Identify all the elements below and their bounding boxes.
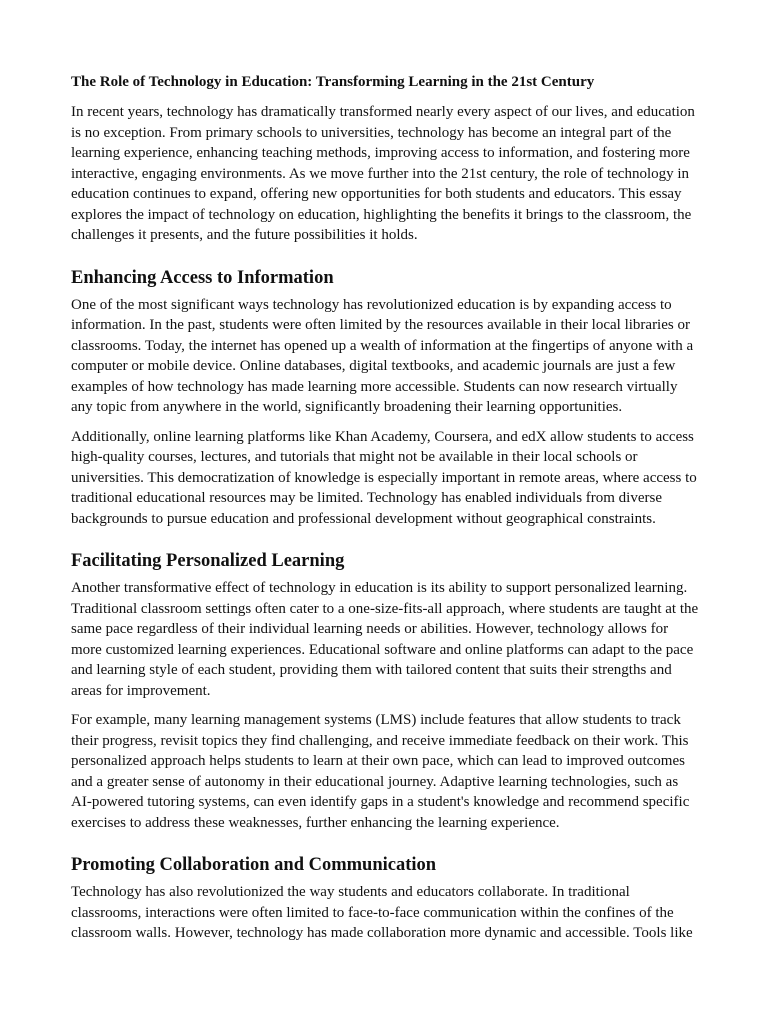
section-heading-access: Enhancing Access to Information — [71, 267, 334, 288]
section-personalized-paragraph-1: Another transformative effect of technology in education is its ability to support personalized learning. Traditional classroom settings often cater to a one-size-fits-all approach, where students are taught at the same pace regardless of their individual learning needs or abilities. However, technology allows for more customized learning experiences. Educational software and online platforms can adapt to the pace and learning style of each student, providing them with tailored content that suits their strengths and areas for improvement. — [71, 580, 699, 699]
section-collaboration-paragraph-1: Technology has also revolutionized the way students and educators collaborate. In traditional classrooms, interactions were often limited to face-to-face communication within the confines of the classroom walls. However, technology has made collaboration more dynamic and accessible. Tools like — [71, 884, 693, 941]
section-access-paragraph-1: One of the most significant ways technology has revolutionized education is by expanding access to information. In the past, students were often limited by the resources available in their local libraries or classrooms. Today, the internet has opened up a wealth of information at the fingertips of anyone with a computer or mobile device. Online databases, digital textbooks, and academic journals are just a few examples of how technology has made learning more accessible. Students can now research virtually any topic from anywhere in the world, significantly broadening their learning opportunities. — [71, 296, 694, 415]
section-heading-collaboration: Promoting Collaboration and Communication — [71, 855, 437, 875]
document-page — [71, 72, 699, 953]
document-title: The Role of Technology in Education: Transforming Learning in the 21st Century — [71, 74, 595, 90]
section-access-paragraph-2: Additionally, online learning platforms like Khan Academy, Coursera, and edX allow students to access high-quality courses, lectures, and tutorials that might not be available in their local schools or universities. This democratization of knowledge is especially important in remote areas, where access to traditional educational resources may be limited. Technology has enabled individuals from diverse backgrounds to pursue education and professional development without geographical constraints. — [71, 428, 697, 527]
section-heading-personalized: Facilitating Personalized Learning — [71, 551, 345, 571]
intro-paragraph: In recent years, technology has dramatically transformed nearly every aspect of our lives, and education is no exception. From primary schools to universities, technology has become an integral part of the learning experience, enhancing teaching methods, improving access to information, and fostering more interactive, engaging environments. As we move further into the 21st century, the role of technology in education continues to expand, offering new opportunities for both students and educators. This essay explores the impact of technology on education, highlighting the benefits it brings to the classroom, the challenges it presents, and the future possibilities it holds. — [71, 104, 695, 243]
section-personalized-paragraph-2: For example, many learning management systems (LMS) include features that allow students to track their progress, revisit topics they find challenging, and receive immediate feedback on their work. This personalized approach helps students to learn at their own pace, which can lead to improved outcomes and a greater sense of autonomy in their educational journey. Adaptive learning technologies, such as AI-powered tutoring systems, can even identify gaps in a student's knowledge and recommend specific exercises to address these weaknesses, further enhancing the learning experience. — [71, 712, 690, 831]
